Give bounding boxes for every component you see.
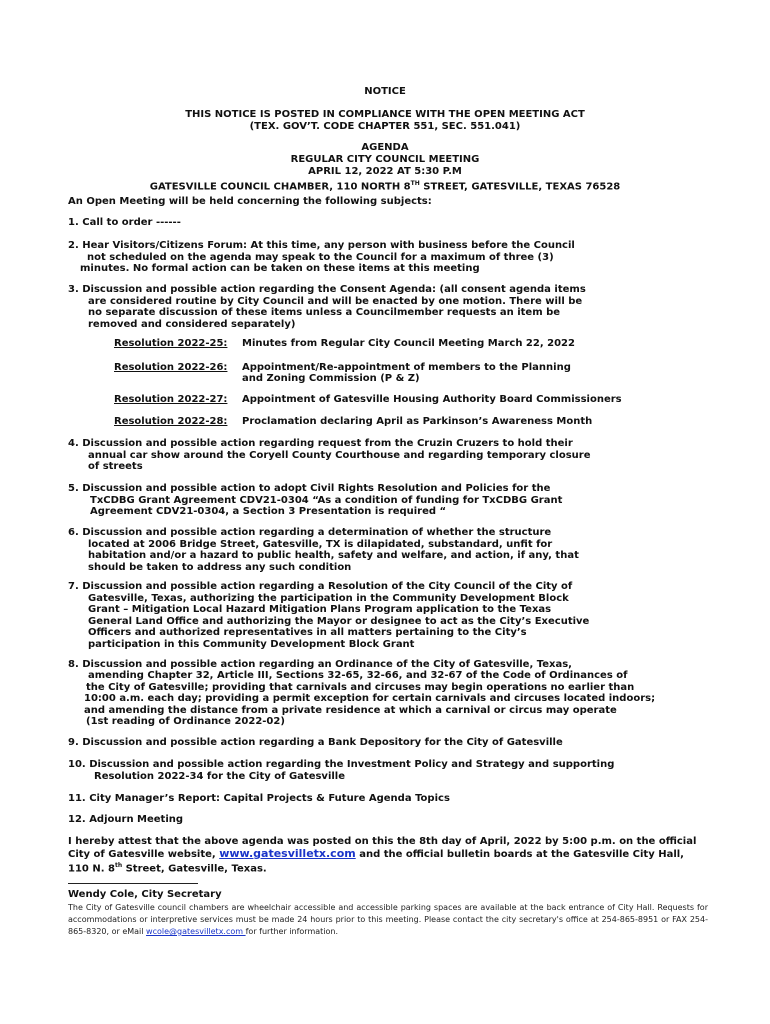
item-7-line-1: 7. Discussion and possible action regarding a Resolution of the City Council of the City of bbox=[68, 581, 573, 592]
meeting-type: REGULAR CITY COUNCIL MEETING bbox=[290, 154, 480, 165]
item-8-line-4: 10:00 a.m. each day; providing a permit exception for certain carnivals and circuses located indoors; bbox=[84, 693, 656, 704]
item-6-line-2: located at 2006 Bridge Street, Gatesville, TX is dilapidated, substandard, unfit for bbox=[88, 539, 553, 550]
item-5-line-3: Agreement CDV21-0304, a Section 3 Presentation is required “ bbox=[90, 506, 447, 517]
location-sup: TH bbox=[410, 180, 420, 187]
resolution-text-2: and Zoning Commission (P & Z) bbox=[242, 373, 420, 384]
item-5-line-2: TxCDBG Grant Agreement CDV21-0304 “As a condition of funding for TxCDBG Grant bbox=[90, 495, 563, 506]
resolution-text: Appointment/Re-appointment of members to the Planning bbox=[242, 362, 571, 373]
item-2-line-3: minutes. No formal action can be taken on these items at this meeting bbox=[80, 263, 480, 274]
item-9: 9. Discussion and possible action regarding a Bank Depository for the City of Gatesville bbox=[68, 737, 563, 748]
email-link[interactable]: wcole@gatesvilletx.com bbox=[146, 927, 246, 936]
signer-name: Wendy Cole, City Secretary bbox=[68, 889, 222, 900]
resolution-text: Proclamation declaring April as Parkinson’s Awareness Month bbox=[242, 416, 593, 427]
attest-website-post: and the official bulletin boards at the Gatesville City Hall, bbox=[355, 849, 684, 860]
item-8-line-3: the City of Gatesville; providing that carnivals and circuses may begin operations no earlier than bbox=[86, 682, 635, 693]
meeting-date: APRIL 12, 2022 AT 5:30 P.M bbox=[308, 166, 462, 177]
item-7-line-6: participation in this Community Development Block Grant bbox=[88, 639, 415, 650]
notice-heading: NOTICE bbox=[364, 86, 406, 97]
item-7-line-3: Grant – Mitigation Local Hazard Mitigation Plans Program application to the Texas bbox=[88, 604, 552, 615]
item-7-line-5: Officers and authorized representatives in all matters pertaining to the City’s bbox=[88, 627, 527, 638]
location-pre: GATESVILLE COUNCIL CHAMBER, 110 NORTH 8 bbox=[149, 181, 411, 193]
item-6-line-4: should be taken to address any such condition bbox=[88, 562, 352, 573]
meeting-location bbox=[60, 178, 710, 193]
attest-address-pre: 110 N. 8 bbox=[68, 863, 115, 875]
attest-line-3 bbox=[68, 860, 267, 875]
item-7-line-2: Gatesville, Texas, authorizing the participation in the Community Development Block bbox=[88, 593, 569, 604]
item-7-line-4: General Land Office and authorizing the Mayor or designee to act as the City’s Executive bbox=[88, 616, 590, 627]
attest-line-1: I hereby attest that the above agenda was posted on this the 8th day of April, 2022 by 5:00 p.m. on the official bbox=[68, 836, 697, 847]
intro-text: An Open Meeting will be held concerning the following subjects: bbox=[68, 196, 432, 207]
compliance-line-2: (TEX. GOV’T. CODE CHAPTER 551, SEC. 551.041) bbox=[249, 121, 521, 132]
item-1: 1. Call to order ------ bbox=[68, 217, 181, 228]
item-8-line-5: and amending the distance from a private residence at which a carnival or circus may operate bbox=[84, 705, 617, 716]
attest-line-2 bbox=[68, 848, 684, 861]
item-3-line-1: 3. Discussion and possible action regarding the Consent Agenda: (all consent agenda items bbox=[68, 284, 586, 295]
item-8-line-6: (1st reading of Ordinance 2022-02) bbox=[86, 716, 285, 727]
agenda-heading: AGENDA bbox=[361, 142, 409, 153]
website-link[interactable]: www.gatesvilletx.com bbox=[219, 847, 356, 860]
resolution-label: Resolution 2022-27: bbox=[114, 394, 228, 405]
item-11: 11. City Manager’s Report: Capital Projects & Future Agenda Topics bbox=[68, 793, 450, 804]
signature-line bbox=[68, 883, 198, 884]
item-5-line-1: 5. Discussion and possible action to adopt Civil Rights Resolution and Policies for the bbox=[68, 483, 551, 494]
resolution-label: Resolution 2022-28: bbox=[114, 416, 228, 427]
attest-website-pre: City of Gatesville website, bbox=[68, 849, 220, 860]
item-3-line-3: no separate discussion of these items unless a Councilmember requests an item be bbox=[88, 307, 561, 318]
accessibility-note-text: The City of Gatesville council chambers are wheelchair accessible and accessible parking spaces are available at the back entrance of City Hall. Requests for accommodations or interpretive services must be made 24 hours prior to this meeting. Please contact the city secretary's office at 254-865-8951 or FAX 254-865-8320, or eMail bbox=[68, 903, 708, 936]
item-3-line-4: removed and considered separately) bbox=[88, 319, 296, 330]
item-12: 12. Adjourn Meeting bbox=[68, 814, 184, 825]
item-2-line-1: 2. Hear Visitors/Citizens Forum: At this time, any person with business before the Council bbox=[68, 240, 575, 251]
resolution-text: Minutes from Regular City Council Meeting March 22, 2022 bbox=[242, 338, 575, 349]
item-4-line-2: annual car show around the Coryell County Courthouse and regarding temporary closure bbox=[88, 450, 591, 461]
item-10-line-1: 10. Discussion and possible action regarding the Investment Policy and Strategy and supporting bbox=[68, 759, 615, 770]
accessibility-note bbox=[68, 902, 708, 938]
compliance-line-1: THIS NOTICE IS POSTED IN COMPLIANCE WITH THE OPEN MEETING ACT bbox=[185, 109, 585, 120]
resolution-text: Appointment of Gatesville Housing Authority Board Commissioners bbox=[242, 394, 622, 405]
resolution-label: Resolution 2022-25: bbox=[114, 338, 228, 349]
item-4-line-3: of streets bbox=[88, 461, 143, 472]
attest-address-post: Street, Gatesville, Texas. bbox=[122, 863, 267, 875]
item-8-line-2: amending Chapter 32, Article III, Sections 32-65, 32-66, and 32-67 of the Code of Ordinances of bbox=[88, 670, 628, 681]
item-8-line-1: 8. Discussion and possible action regarding an Ordinance of the City of Gatesville, Texas, bbox=[68, 659, 572, 670]
item-4-line-1: 4. Discussion and possible action regarding request from the Cruzin Cruzers to hold their bbox=[68, 438, 573, 449]
attest-address-sup: th bbox=[114, 862, 123, 869]
location-post: STREET, GATESVILLE, TEXAS 76528 bbox=[419, 181, 621, 193]
item-3-line-2: are considered routine by City Council and will be enacted by one motion. There will be bbox=[88, 296, 583, 307]
item-10-line-2: Resolution 2022-34 for the City of Gatesville bbox=[94, 771, 346, 782]
resolution-label: Resolution 2022-26: bbox=[114, 362, 228, 373]
item-6-line-3: habitation and/or a hazard to public health, safety and welfare, and action, if any, that bbox=[88, 550, 579, 561]
item-2-line-2: not scheduled on the agenda may speak to the Council for a maximum of three (3) bbox=[87, 252, 554, 263]
item-6-line-1: 6. Discussion and possible action regarding a determination of whether the structure bbox=[68, 527, 552, 538]
accessibility-note-end: for further information. bbox=[245, 927, 339, 936]
